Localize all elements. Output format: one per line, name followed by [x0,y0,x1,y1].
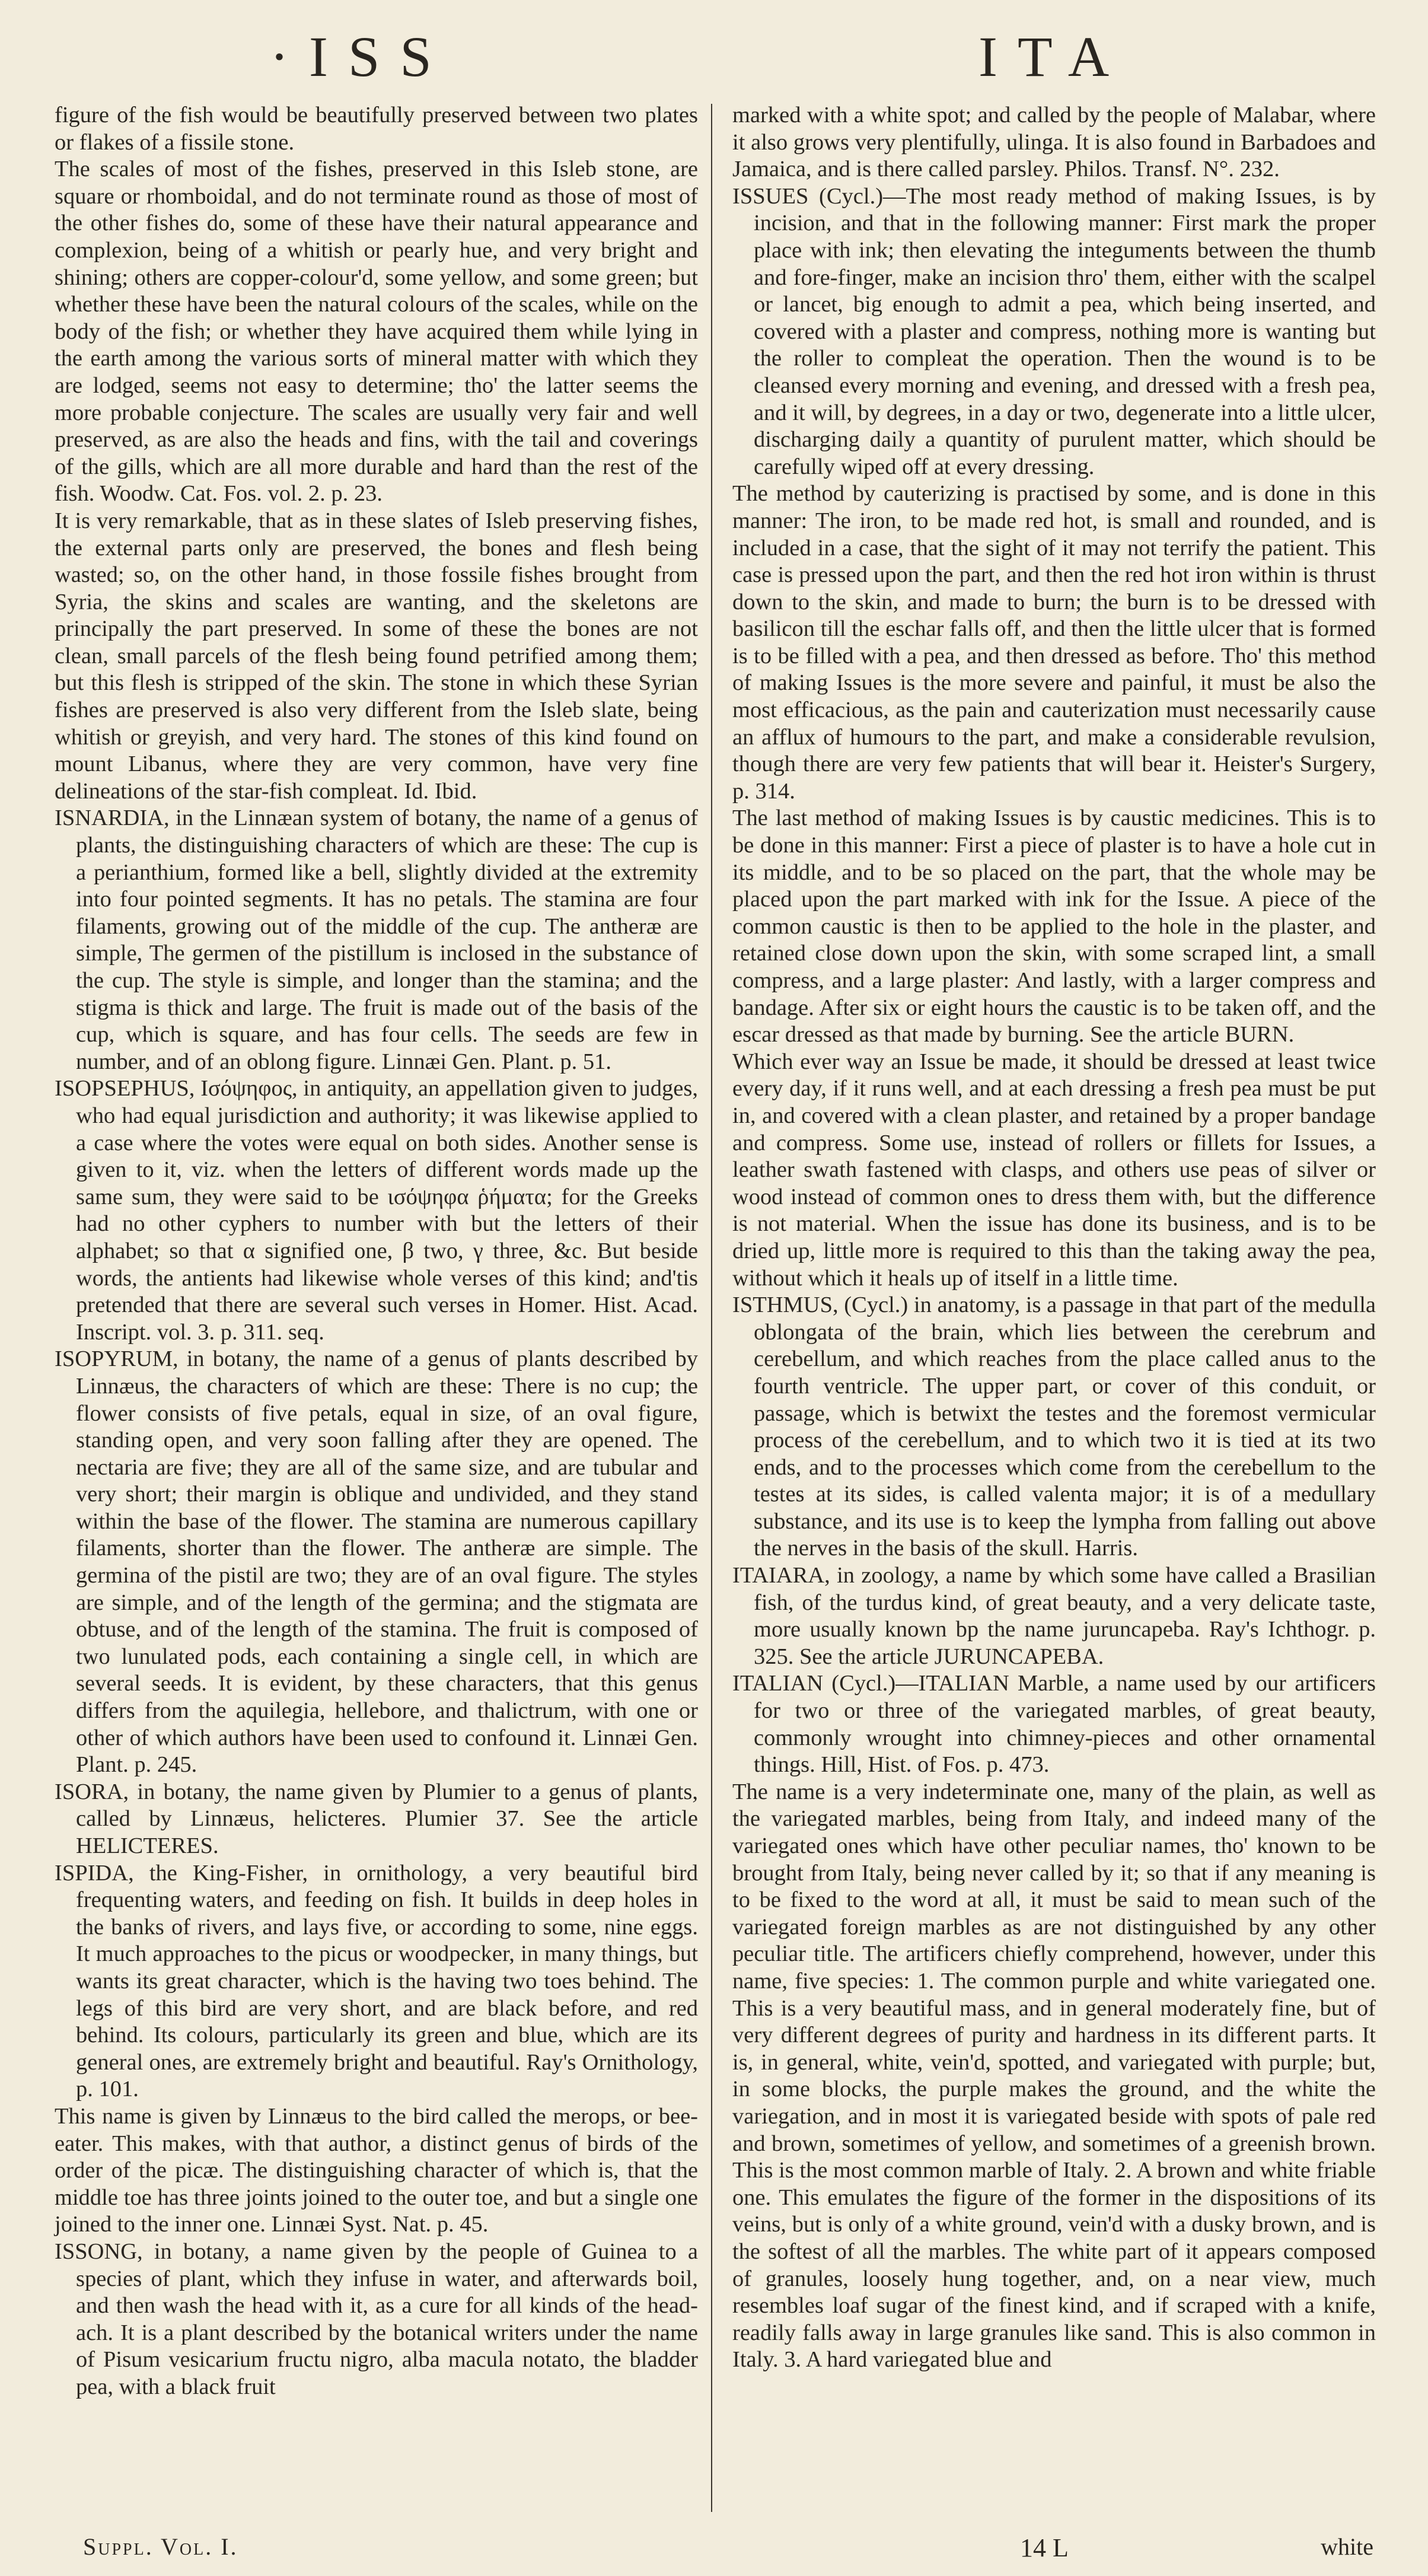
entry-isopyrum: ISOPYRUM, in botany, the name of a genus of plants described by Linnæus, the characters of which are these: There is no cup; the flower consists of five petals, equal in size, of an oval figure, standing open, and very soon falling after they are opened. The nectaria are five; they are all of the same size, and are tubular and very short; their margin is oblique and undivided, and they stand within the base of the flower. The stamina are numerous capillary filaments, shorter than the flower. The antheræ are simple. The germina of the pistil are two; they are of an oval figure. The styles are simple, and of the length of the germina; and the stigmata are obtuse, and of the length of the stamina. The fruit is composed of two lunulated pods, each containing a single cell, in which are several seeds. It is evident, by these characters, that this genus differs from the aquilegia, hellebore, and thalictrum, with one or other of which authors have been used to confound it. Linnæi Gen. Plant. p. 245. [55,1346,698,1778]
right-column [732,102,1376,2374]
page-footer [0,2533,1428,2568]
entry-isthmus: ISTHMUS, (Cycl.) in anatomy, is a passage in that part of the medulla oblongata of the brain, which lies between the cerebrum and cerebellum, and which reaches from the place called anus to the fourth ventricle. The upper part, or cover of this conduit, or passage, which is betwixt the testes and the foremost vermicular process of the cerebellum, and to which two it is tied at its two ends, and to the processes which come from the cerebellum to the testes at its sides, is called valenta major; it is of a medullary substance, and its use is to keep the lympha from falling out above the nerves in the basis of the skull. Harris. [732,1292,1376,1561]
entry-isora: ISORA, in botany, the name given by Plumier to a genus of plants, called by Linnæus, helicteres. Plumier 37. See the article HELICTERES. [55,1779,698,1858]
volume-label: Suppl. Vol. I. [83,2533,238,2560]
signature-mark: 14 L [1020,2533,1069,2562]
entry-issong: ISSONG, in botany, a name given by the people of Guinea to a species of plant, which they infuse in water, and afterwards boil, and then wash the head with it, as a cure for all kinds of the head-ach. It is a plant described by the botanical writers under the name of Pisum vesicarium fructu nigro, alba macula notato, the bladder pea, with a black fruit [55,2239,698,2399]
entry-isopsephus: ISOPSEPHUS, Ισόψηφος, in antiquity, an appellation given to judges, who had equal jurisdiction and authority; it was likewise applied to a case where the votes were equal on both sides. Another sense is given to it, viz. when the letters of different words made up the same sum, they were said to be ισόψηφα ῥήματα; for the Greeks had no other cyphers to number with but the letters of their alphabet; so that α signified one, β two, γ three, &c. But beside words, the antients had likewise whole verses of this kind; and'tis pretended that there are several such verses in Homer. Hist. Acad. Inscript. vol. 3. p. 311. seq. [55,1076,698,1345]
paragraph: The method by cauterizing is practised by some, and is done in this manner: The iron, to be made red hot, is small and rounded, and is included in a case, that the sight of it may not terrify the patient. This case is pressed upon the part, and then the red hot iron within is thrust down to the skin, and made to burn; the burn is to be dressed with basilicon till the eschar falls off, and then the little ulcer that is formed is to be filled with a pea, and then dressed as before. Tho' this method of making Issues is the more severe and painful, it must be also the most efficacious, as the pain and cauterization must necessarily cause an afflux of humours to the part, and make a considerable revulsion, though there are very few patients that will bear it. Heister's Surgery, p. 314. [732,481,1376,804]
paragraph: The name is a very indeterminate one, many of the plain, as well as the variegated marbles, being from Italy, and indeed many of the variegated ones which have other peculiar names, tho' known to be brought from Italy, being never called by it; so that if any meaning is to be fixed to the word at all, it must be said to mean such of the variegated foreign marbles as are not distinguished by any other peculiar title. The artificers chiefly comprehend, however, under this name, five species: 1. The common purple and white variegated one. This is a very beautiful mass, and in general moderately fine, but of very different degrees of purity and hardness in its different parts. It is, in general, white, vein'd, spotted, and variegated with purple; but, in some blocks, the purple makes the ground, and the white the variegation, and in most it is variegated beside with spots of pale red and brown, sometimes of yellow, and sometimes of a greenish brown. This is the most common marble of Italy. 2. A brown and white friable one. This emulates the figure of the former in the dispositions of its veins, but is only of a white ground, vein'd with a dusky brown, and is the softest of all the marbles. The white part of it appears composed of granules, loosely hung together, and, on a near view, much resembles loaf sugar of the finest kind, and if scraped with a knife, readily falls away in large granules like sand. This is also common in Italy. 3. A hard variegated blue and [732,1779,1376,2373]
paragraph: The last method of making Issues is by caustic medicines. This is to be done in this manner: First a piece of plaster is to have a hole cut in its middle, and to be so placed on the part, that the whole may be placed upon the part marked with ink for the Issue. A piece of the common caustic is then to be applied to the hole in the plaster, and retained close down upon the skin, with some scraped lint, a small compress, and a large plaster: And lastly, with a larger compress and bandage. After six or eight hours the caustic is to be taken off, and the escar dressed as that made by burning. See the article BURN. [732,805,1376,1047]
entry-itaiara: ITAIARA, in zoology, a name by which some have called a Brasilian fish, of the turdus kind, of great beauty, and a very delicate taste, more usually known bp the name juruncapeba. Ray's Ichthogr. p. 325. See the article JURUNCAPEBA. [732,1563,1376,1669]
column-divider [711,104,712,2512]
entry-issues: ISSUES (Cycl.)—The most ready method of making Issues, is by incision, and that in the following manner: First mark the proper place with ink; then elevating the integuments between the thumb and fore-finger, make an incision thro' them, either with the scalpel or lancet, big enough to admit a pea, which being inserted, and covered with a plaster and compress, nothing more is wanting but the roller to compleat the operation. Then the wound is to be cleansed every morning and evening, and dressed with a fresh pea, and it will, by degrees, in a day or two, degenerate into a little ulcer, discharging daily a quantity of purulent matter, which should be carefully wiped off at every dressing. [732,183,1376,479]
paragraph: This name is given by Linnæus to the bird called the merops, or bee-eater. This makes, with that author, a distinct genus of birds of the order of the picæ. The distinguishing character of which is, that the middle toe has three joints joined to the outer toe, and but a single one joined to the inner one. Linnæi Syst. Nat. p. 45. [55,2103,698,2237]
paragraph: marked with a white spot; and called by the people of Malabar, where it also grows very plentifully, ulinga. It is also found in Barbadoes and Jamaica, and is there called parsley. Philos. Transf. N°. 232. [732,103,1376,182]
paragraph: Which ever way an Issue be made, it should be dressed at least twice every day, if it runs well, and at each dressing a fresh pea must be put in, and covered with a clean plaster, and retained by a proper bandage and compress. Some use, instead of rollers or fillets for Issues, a leather swath fastened with clasps, and others use peas of silver or wood instead of common ones to dress them with, but the difference is not material. When the issue has done its business, and is to be dried up, little more is required to this than the taking away the pea, without which it heals up of itself in a little time. [732,1049,1376,1291]
entry-isnardia: ISNARDIA, in the Linnæan system of botany, the name of a genus of plants, the distinguishing characters of which are these: The cup is a perianthium, formed like a bell, slightly divided at the extremity into four pointed segments. It has no petals. The stamina are four filaments, growing out of the middle of the cup. The antheræ are simple, The germen of the pistillum is inclosed in the substance of the cup. The style is simple, and longer than the stamina; and the stigma is thick and large. The fruit is made out of the basis of the cup, which is square, and has four cells. The seeds are few in number, and of an oblong figure. Linnæi Gen. Plant. p. 51. [55,805,698,1074]
catchword: white [1321,2533,1373,2560]
running-header [0,24,1428,89]
paragraph: figure of the fish would be beautifully preserved between two plates or flakes of a fissile stone. [55,103,698,155]
header-right-guideword: ITA [978,25,1130,88]
paragraph: The scales of most of the fishes, preserved in this Isleb stone, are square or rhomboidal, and do not terminate round as those of most of the other fishes do, some of these have their natural appearance and complexion, being of a whitish or pearly hue, and very bright and shining; others are copper-colour'd, some yellow, and some green; but whether these have been the natural colours of the scales, while on the body of the fish; or whether they have acquired them while lying in the earth among the various sorts of mineral matter with which they are lodged, seems not easy to determine; tho' the latter seems the more probable conjecture. The scales are usually very fair and well preserved, as are also the heads and fins, with the tail and coverings of the gills, which are all more durable and hard than the rest of the fish. Woodw. Cat. Fos. vol. 2. p. 23. [55,157,698,507]
left-column [55,102,698,2400]
paragraph: It is very remarkable, that as in these slates of Isleb preserving fishes, the external parts only are preserved, the bones and flesh being wasted; so, on the other hand, in those fossile fishes brought from Syria, the skins and scales are wanting, and the skeletons are principally the part preserved. In some of these the bones are not clean, small parcels of the flesh being found petrified among them; but this flesh is stripped of the skin. The stone in which these Syrian fishes are preserved is also very different from the Isleb slate, being whitish or greyish, and very hard. The stones of this kind found on mount Libanus, where they are very common, have very fine delineations of the star-fish compleat. Id. Ibid. [55,508,698,804]
entry-ispida: ISPIDA, the King-Fisher, in ornithology, a very beautiful bird frequenting waters, and feeding on fish. It builds in deep holes in the banks of rivers, and lays five, or according to some, nine eggs. It much approaches to the picus or woodpecker, in many things, but wants its great character, which is the having two toes behind. The legs of this bird are very short, and are black before, and red behind. Its colours, particularly its green and blue, which are its general ones, are extremely bright and beautiful. Ray's Ornithology, p. 101. [55,1860,698,2102]
header-left-guideword: ·ISS [270,25,452,88]
entry-italian: ITALIAN (Cycl.)—ITALIAN Marble, a name used by our artificers for two or three of the variegated marbles, of great beauty, commonly wrought into chimney-pieces and other ornamental things. Hill, Hist. of Fos. p. 473. [732,1671,1376,1778]
